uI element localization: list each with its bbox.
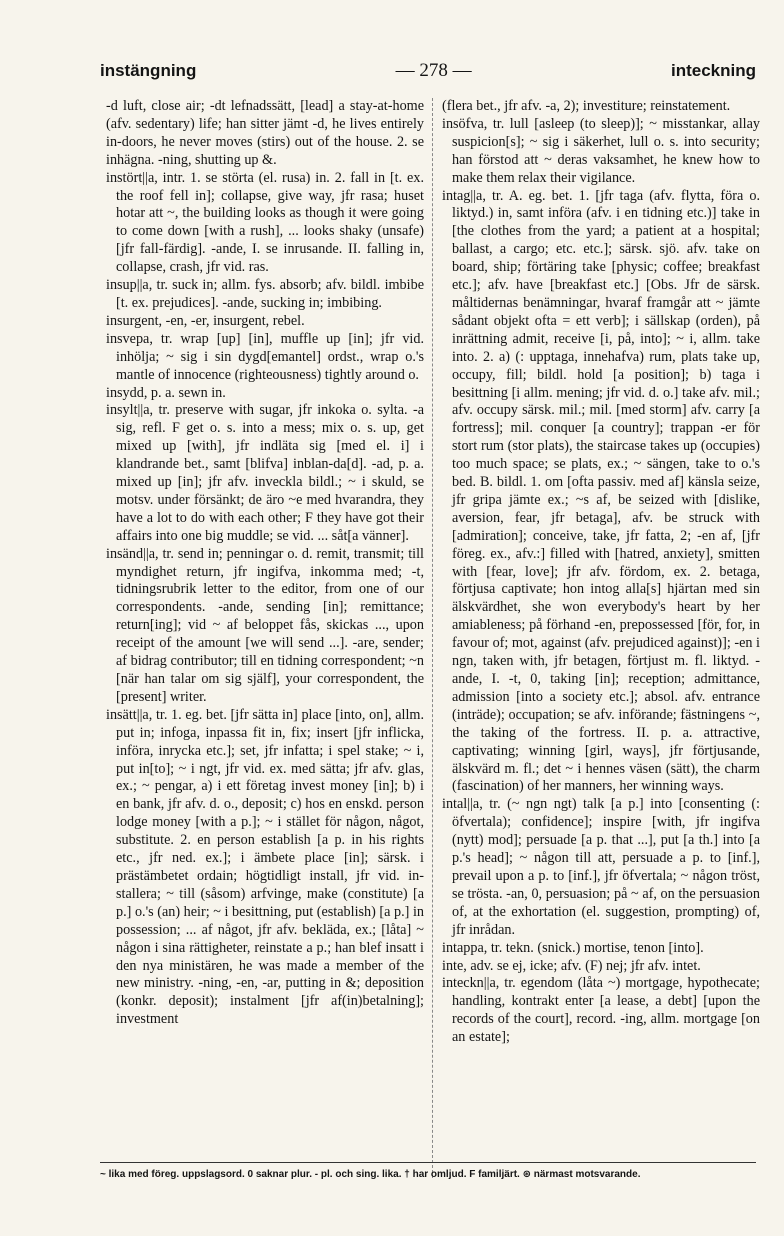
entry-insurgent: insurgent, -en, -er, insurgent, rebel. (106, 312, 305, 329)
entry-inte: inte, adv. se ej, icke; afv. (F) nej; jfr afv. intet. (442, 957, 701, 974)
entry-insatta: insätt||a, tr. 1. eg. bet. [jfr sätta in] place [into, on], allm. put in; infoga, inpassa fit in, fix; insert [jfr inflicka, införa, inrycka etc.]; set, jfr infatta; i spel stake; ~ i, put in[to]; ~ i ngt, jfr vid. ex. med sätta; jfr afv. glas, ex.; ~ pengar, a) i ett företag invest money [in]; b) i en bank, jfr afv. d. o., deposit; c) hos en enskd. person lodge money [with a p.]; ~ i stället för någon, något, substitute. 2. en person establish [a p. in his rights etc., jfr ned. ex.]; i ämbete place [in]; särsk. i prästämbetet ordain; högtidligt install, jfr vid. in-stallera; ~ till (såsom) arfvinge, make (constitute) [a p.] o.'s (an) heir; ~ i besittning, put (establish) [a p.] in possession; ... af något, jfr afv. bekläda, ex.; [låta] ~ någon i sina rättigheter, reinstate a p.; han blef insatt i den nya ministären, he was made a member of the new ministry. -ning, -en, -ar, putting in &; deposition (konkr. deposit); instalment [jfr af(in)betalning]; investment (106, 706, 424, 1028)
entry-intaga: intag||a, tr. A. eg. bet. 1. [jfr taga (afv. flytta, föra o. liktyd.) in, samt införa (afv. i en tidning etc.)] take in [the clothes from the yard; a patient at a hospital; ballast, a cargo; etc. etc.]; särsk. sjö. afv. take on board, ship; förtäring take [physic; coffee; breakfast etc.]; afv. have [breakfast etc.] [Obs. Jfr de särsk. måltidernas benämningar, hvaraf framgår att ~ jämte sådant objekt ofta = ett verb]; i sällskap (orden), på inrättning admit, receive [i, på, into]; ~ i, allm. take into. 2. a) (: upptaga, innehafva) rum, plats take up, occupy, fill; bildl. hold [a position]; b) taga i besittning [i allm. mening; jfr vid. d. o.] take afv. mil.; afv. occupy särsk. mil.; mil. [med storm] afv. carry [a fortress]; mil. conquer [a country]; trappan -er för stort rum (stor plats), the staircase takes up (occupies) too much space; se plats, ex.; ~ sängen, take to o.'s bed. B. bildl. 1. om [ofta passiv. med af] känsla seize, jfr gripa jämte ex.; ~s af, be seized with [dislike, aversion, fear, jfr betaga], afv. be struck with [admiration]; conceive, take, jfr fatta, 2; -en af, [jfr föreg. ex., afv.:] filled with [hatred, anxiety], smitten with [fear, love]; jfr afv. fördom, ex. 2. betaga, förtjusa captivate; hon intog alla[s] hjärtan med sin älskvärdhet, she won everybody's heart by her amiableness; på förhand -en, prepossessed [för, for, in favour of; mot, against (afv. prejudiced against)]; -en i ngn, taken with, jfr betagen, förtjust m. fl. liktyd. -ande, I. -t, 0, taking [in]; reception; admittance, admission [into a society etc.]; absol. afv. entrance (inträde); occupation; se afv. införande; fästningens ~, the taking of the fortress. II. p. a. attractive, captivating; winning [girl, ways], jfr förtjusande, älskvärd m. fl.; det ~ i hennes väsen (sätt), the charm (fascination) of her manners, her winning ways. (442, 187, 760, 795)
page-header (100, 60, 756, 88)
entry-insofva: insöfva, tr. lull [asleep (to sleep)]; ~ misstankar, allay suspicion[s]; ~ sig i säkerhet, lull o. s. into security; han förstod att ~ deras vaksamhet, he knew how to make them relax their vigilance. (442, 115, 760, 186)
entry-insanda: insänd||a, tr. send in; penningar o. d. remit, transmit; till myndighet return, jfr ingifva, inkomma med; -t, tidningsrubrik letter to the editor, from one of our correspondents. -ande, sending [in]; remittance; return[ing]; vid ~ af beloppet fås, skickas ..., upon receipt of the amount [we will send ...]. -are, sender; af bidrag contributor; till en tidning correspondent; ~n [när han talar om sig själf], your correspondent, the [present] writer. (106, 545, 424, 705)
entry-insylta: insylt||a, tr. preserve with sugar, jfr inkoka o. sylta. -a sig, refl. F get o. s. into a mess; mix o. s. up, get mixed up [with], jfr indläta sig [med el. i] i klandrande bet., samt [blifva] inblan-da[d]. -ad, p. a. mixed up [in]; jfr afv. inveckla bildl.; ~ i skuld, se motsv. under försänkt; de äro ~e med hvarandra, they have a lot to do with each other; F they have got their affairs into one big muddle; se vid. ... såt[a vänner]. (106, 402, 424, 544)
column-divider (432, 98, 433, 1178)
right-column (442, 98, 760, 1047)
abbreviation-legend: ~ lika med föreg. uppslagsord. 0 saknar plur. - pl. och sing. lika. † har omljud. F familjärt. ⊛ närmast motsvarande. (100, 1162, 756, 1180)
entry-intappa: intappa, tr. tekn. (snick.) mortise, tenon [into]. (442, 939, 704, 956)
entry-intala: intal||a, tr. (~ ngn ngt) talk [a p.] into [consenting (: öfvertala); confidence]; inspire [with, jfr ingifva (nytt) mod]; persuade [a p. that ...], put [a th.] into [a p.'s head]; ~ någon till att, persuade a p. to [inf.], prevail upon a p. to [inf.], jfr öfvertala; ~ någon tröst, se trösta. -an, 0, persuasion; på ~ af, on the persuasion of, at the exhortation (el. suggestion, prompting) of, jfr inrådan. (442, 796, 760, 938)
entry-insydd: insydd, p. a. sewn in. (106, 384, 226, 401)
entry-instorta: instört||a, intr. 1. se störta (el. rusa) in. 2. fall in [t. ex. the roof fell in]; collapse, give way, jfr rasa; huset hotar att ~, the building looks as though it were going to come down [with a rush], ... looks shaky (unsafe) [jfr fall-färdig]. -ande, I. se inrusande. II. falling in, collapse, crash, jfr vid. ras. (106, 169, 424, 276)
entry-continuation: (flera bet., jfr afv. -a, 2); investiture; reinstatement. (442, 98, 731, 114)
left-headword: instängning (100, 61, 197, 80)
entry-insupa: insup||a, tr. suck in; allm. fys. absorb; afv. bildl. imbibe [t. ex. prejudices]. -ande, sucking in; imbibing. (106, 277, 424, 311)
right-headword: inteckning (670, 61, 756, 80)
left-column (106, 98, 424, 1029)
page-number: — 278 — (395, 60, 472, 81)
entry-continuation: -d luft, close air; -dt lefnadssätt, [lead] a stay-at-home (afv. sedentary) life; han sitter jämt -d, he lives entirely in-doors, he never moves (stirs) out of the house. 2. se inhägna. -ning, shutting up &. (106, 98, 424, 168)
entry-insvepa: insvepa, tr. wrap [up] [in], muffle up [in]; jfr vid. inhölja; ~ sig i sin dygd[emantel] ordst., wrap o.'s mantle of innocence (righteousness) tightly around o. (106, 330, 424, 383)
entry-inteckna: inteckn||a, tr. egendom (låta ~) mortgage, hypothecate; handling, kontrakt enter [a lease, a debt] [upon the records of the court], record. -ing, allm. mortgage [on an estate]; (442, 975, 760, 1046)
